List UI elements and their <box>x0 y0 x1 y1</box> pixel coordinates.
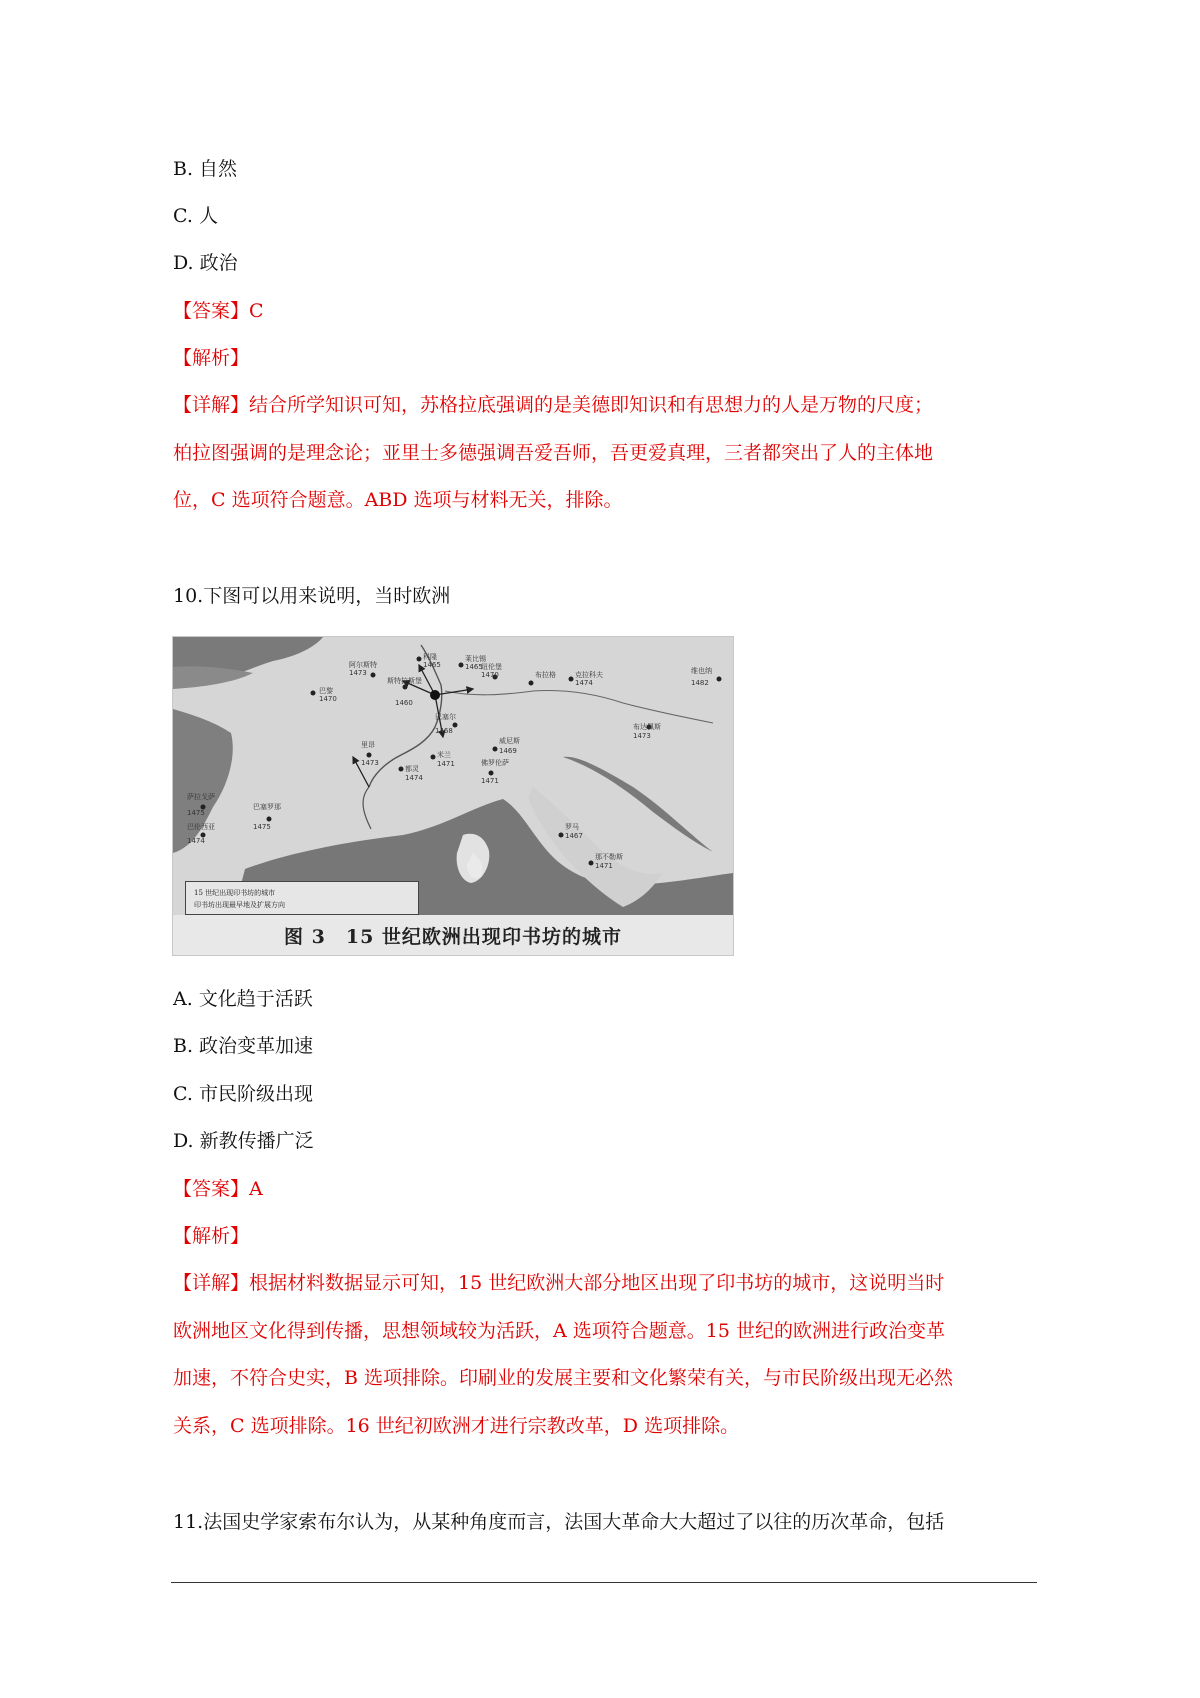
city-year: 1471 <box>481 777 499 785</box>
city-label: 巴伦西亚 <box>187 823 215 831</box>
city-year: 1473 <box>361 759 379 767</box>
city-label: 威尼斯 <box>499 737 520 745</box>
city-dot <box>589 861 594 866</box>
q9-detail-line-2: 柏拉图强调的是理念论；亚里士多德强调吾爱吾师，吾更爱真理，三者都突出了人的主体地 <box>173 442 934 464</box>
q10-stem: 10.下图可以用来说明，当时欧洲 <box>173 585 451 607</box>
city-year: 1468 <box>435 727 453 735</box>
city-label: 巴塞尔 <box>435 713 456 721</box>
q10-detail-line-3: 加速，不符合史实，B 选项排除。印刷业的发展主要和文化繁荣有关，与市民阶级出现无必然 <box>173 1367 954 1389</box>
map-caption: 图 3 15 世纪欧洲出现印书坊的城市 <box>284 925 622 948</box>
q10-option-c: C. 市民阶级出现 <box>173 1083 313 1105</box>
city-label: 里昂 <box>361 741 375 749</box>
city-label: 布达佩斯 <box>633 723 661 731</box>
city-year: 1475 <box>253 823 271 831</box>
city-year: 1474 <box>187 837 205 845</box>
city-year: 1474 <box>575 679 593 687</box>
city-label: 莱比锡 <box>465 655 486 663</box>
city-dot <box>459 663 464 668</box>
q10-answer: 【答案】A <box>173 1178 263 1200</box>
q9-option-d: D. 政治 <box>173 252 238 274</box>
city-dot <box>569 677 574 682</box>
city-year: 1471 <box>437 760 455 768</box>
q10-option-a: A. 文化趋于活跃 <box>173 988 313 1010</box>
city-label: 科隆 <box>423 653 437 661</box>
city-dot <box>559 833 564 838</box>
city-dot <box>367 753 372 758</box>
city-dot <box>489 771 494 776</box>
q10-detail-line-4: 关系，C 选项排除。16 世纪初欧洲才进行宗教改革，D 选项排除。 <box>173 1415 740 1437</box>
city-year: 1473 <box>633 732 651 740</box>
city-year: 1465 <box>423 661 441 669</box>
city-label: 维也纳 <box>691 667 712 675</box>
q9-answer: 【答案】C <box>173 300 264 322</box>
map-legend <box>185 881 419 915</box>
city-year: 1469 <box>499 747 517 755</box>
city-label: 克拉科夫 <box>575 671 603 679</box>
q10-detail-line-2: 欧洲地区文化得到传播，思想领域较为活跃，A 选项符合题意。15 世纪的欧洲进行政治变革 <box>173 1320 945 1342</box>
q10-detail-line-1: 【详解】根据材料数据显示可知，15 世纪欧洲大部分地区出现了印书坊的城市，这说明当时 <box>173 1272 945 1294</box>
legend-spread-arrow-label: 印书坊出现最早地及扩展方向 <box>194 901 285 909</box>
q9-detail-line-3: 位，C 选项符合题意。ABD 选项与材料无关，排除。 <box>173 489 623 511</box>
city-label: 米兰 <box>437 751 451 759</box>
city-label: 纽伦堡 <box>481 663 502 671</box>
city-year: 1474 <box>405 774 423 782</box>
city-year: 1482 <box>691 679 709 687</box>
city-year: 1470 <box>319 695 337 703</box>
city-dot <box>371 673 376 678</box>
map-caption-bar <box>173 915 733 955</box>
city-dot <box>311 691 316 696</box>
map-graphic <box>173 637 733 915</box>
city-year: 1471 <box>595 862 613 870</box>
city-dot <box>399 767 404 772</box>
city-dot <box>417 657 422 662</box>
city-label: 都灵 <box>405 765 419 773</box>
footer-rule <box>171 1582 1037 1583</box>
city-dot <box>403 685 408 690</box>
origin-city-marker <box>430 690 440 700</box>
city-year: 1460 <box>395 699 413 707</box>
q11-stem: 11.法国史学家索布尔认为，从某种角度而言，法国大革命大大超过了以往的历次革命，包括 <box>173 1511 945 1533</box>
city-dot <box>267 817 272 822</box>
city-label: 那不勒斯 <box>595 853 623 861</box>
city-label: 罗马 <box>565 823 579 831</box>
city-year: 1465 <box>465 663 483 671</box>
city-dot <box>493 747 498 752</box>
q9-detail-line-1: 【详解】结合所学知识可知，苏格拉底强调的是美德即知识和有思想力的人是万物的尺度； <box>173 394 934 416</box>
q10-option-d: D. 新教传播广泛 <box>173 1130 314 1152</box>
city-dot <box>431 755 436 760</box>
city-year: 1473 <box>349 669 367 677</box>
city-year: 1467 <box>565 832 583 840</box>
city-dot <box>529 681 534 686</box>
city-label: 巴黎 <box>319 687 333 695</box>
city-label: 萨拉戈萨 <box>187 793 215 801</box>
city-year: 1470 <box>481 671 499 679</box>
city-label: 佛罗伦萨 <box>481 759 509 767</box>
city-year: 1475 <box>187 809 205 817</box>
q9-analysis-heading: 【解析】 <box>173 347 250 369</box>
q10-option-b: B. 政治变革加速 <box>173 1035 314 1057</box>
city-label: 巴塞罗那 <box>253 803 281 811</box>
q9-option-b: B. 自然 <box>173 158 238 180</box>
city-label: 阿尔斯特 <box>349 661 377 669</box>
europe-printing-map <box>172 636 734 956</box>
q10-analysis-heading: 【解析】 <box>173 1225 250 1247</box>
q9-option-c: C. 人 <box>173 205 218 227</box>
city-label: 斯特拉斯堡 <box>387 677 422 685</box>
city-dot <box>717 677 722 682</box>
legend-city-dot-label: 15 世纪出现印书坊的城市 <box>194 889 276 897</box>
city-label: 布拉格 <box>535 671 556 679</box>
city-dot <box>453 723 458 728</box>
